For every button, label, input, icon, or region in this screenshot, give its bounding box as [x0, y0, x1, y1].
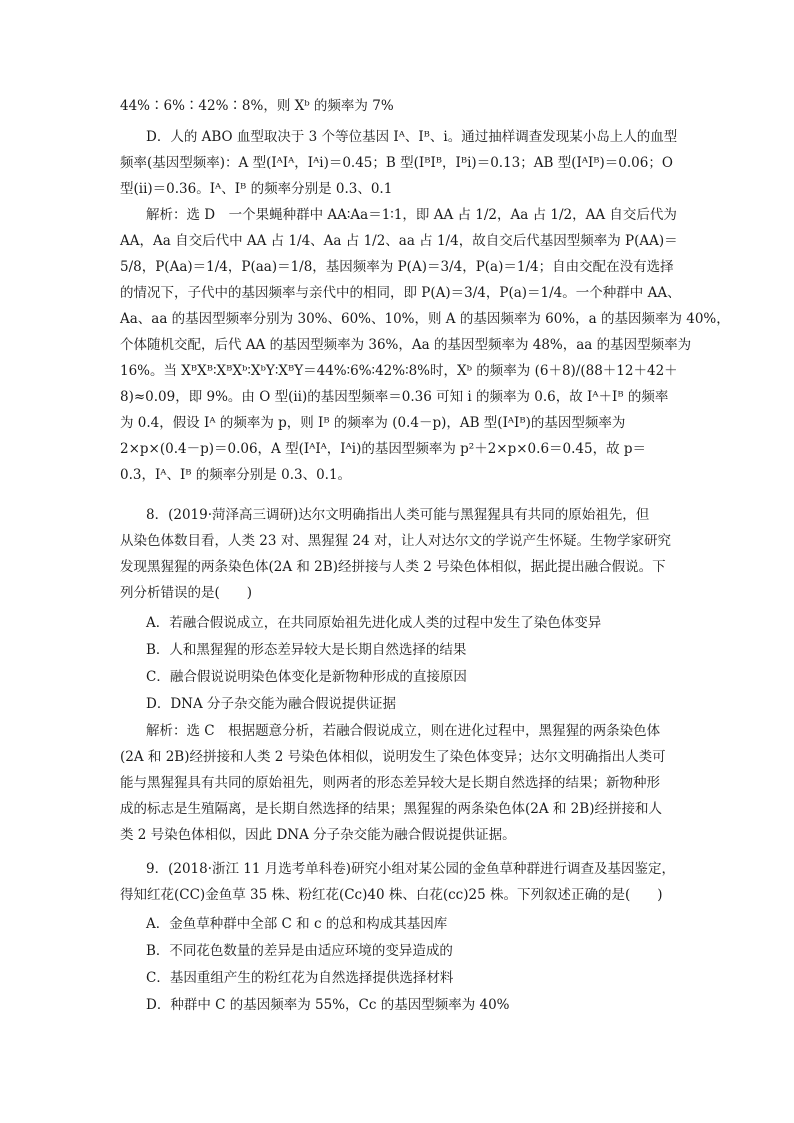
prev-analysis-line: AA，Aa 自交后代中 AA 占 1/4、Aa 占 1/2、aa 占 1/4，故自交后代基因型频率为 P(AA)＝ [120, 233, 678, 249]
prev-analysis-line: 8)≈0.09，即 9%。由 O 型(ii)的基因型频率＝0.36 可知 i 的频率为 0.6，故 Iᴬ＋Iᴮ 的频率 [120, 389, 669, 405]
question-9-stem-line: 得知红花(CC)金鱼草 35 株、粉红花(Cc)40 株、白花(cc)25 株。下列叙述正确的是( ) [120, 887, 663, 903]
prev-analysis-line: Aa、aa 的基因型频率分别为 30%、60%、10%，则 A 的基因频率为 60%，a 的基因频率为 40%， [120, 311, 730, 327]
prev-option-d-line: 频率(基因型频率)：A 型(IᴬIᴬ，Iᴬi)＝0.45；B 型(IᴮIᴮ，Iᴮi)＝0.13；AB 型(IᴬIᴮ)＝0.06；O [120, 155, 673, 171]
question-9-option-c: C．基因重组产生的粉红花为自然选择提供选择材料 [146, 970, 454, 986]
question-8-option-b: B．人和黑猩猩的形态差异较大是长期自然选择的结果 [146, 642, 467, 658]
question-8-option-c: C．融合假说说明染色体变化是新物种形成的直接原因 [146, 669, 467, 685]
question-8-stem-line: 8．(2019·菏泽高三调研)达尔文明确指出人类可能与黑猩猩具有共同的原始祖先，但 [146, 507, 650, 523]
question-8-analysis-line: 解析：选 C 根据题意分析，若融合假说成立，则在进化过程中，黑猩猩的两条染色体 [146, 723, 661, 739]
question-8-analysis-line: 能与黑猩猩具有共同的原始祖先，则两者的形态差异较大是长期自然选择的结果；新物种形 [120, 775, 660, 791]
question-9-stem-line: 9．(2018·浙江 11 月选考单科卷)研究小组对某公园的金鱼草种群进行调查及基因鉴定， [146, 861, 676, 877]
prev-analysis-line: 的情况下，子代中的基因频率与亲代中的相同，即 P(A)＝3/4，P(a)＝1/4。一个种群中 AA、 [120, 285, 681, 301]
question-9-option-b: B．不同花色数量的差异是由适应环境的变异造成的 [146, 943, 453, 959]
prev-question-line: 44%∶6%∶42%∶8%，则 Xᵇ 的频率为 7% [120, 98, 394, 114]
prev-analysis-line: 为 0.4，假设 Iᴬ 的频率为 p，则 Iᴮ 的频率为 (0.4－p)，AB 型(IᴬIᴮ)的基因型频率为 [120, 415, 626, 431]
question-9-option-d: D．种群中 C 的基因频率为 55%，Cc 的基因型频率为 40% [146, 997, 510, 1013]
question-8-stem-line: 发现黑猩猩的两条染色体(2A 和 2B)经拼接与人类 2 号染色体相似，据此提出融合假说。下 [120, 559, 666, 575]
question-9-option-a: A．金鱼草种群中全部 C 和 c 的总和构成其基因库 [146, 916, 448, 932]
prev-analysis-line: 16%。当 XᴮXᴮ∶XᴮXᵇ∶XᵇY∶XᴮY＝44%∶6%∶42%∶8%时，Xᵇ 的频率为 (6＋8)/(88＋12＋42＋ [120, 363, 678, 379]
question-8-stem-line: 从染色体数目看，人类 23 对、黑猩猩 24 对，让人对达尔文的学说产生怀疑。生物学家研究 [120, 533, 672, 549]
prev-analysis-line: 个体随机交配，后代 AA 的基因型频率为 36%，Aa 的基因型频率为 48%，aa 的基因型频率为 [120, 337, 692, 353]
prev-option-d-line: D．人的 ABO 血型取决于 3 个等位基因 Iᴬ、Iᴮ、i。通过抽样调查发现某小岛上人的血型 [146, 129, 678, 145]
question-8-stem-line: 列分析错误的是( ) [120, 585, 253, 601]
question-8-analysis-line: (2A 和 2B)经拼接和人类 2 号染色体相似，说明发生了染色体变异；达尔文明确指出人类可 [120, 749, 666, 765]
prev-analysis-line: 2×p×(0.4－p)＝0.06，A 型(IᴬIᴬ，Iᴬi)的基因型频率为 p²＋2×p×0.6＝0.45，故 p＝ [120, 441, 647, 457]
question-8-option-a: A．若融合假说成立，在共同原始祖先进化成人类的过程中发生了染色体变异 [146, 615, 602, 631]
prev-analysis-line: 解析：选 D 一个果蝇种群中 AA∶Aa＝1∶1，即 AA 占 1/2，Aa 占 1/2，AA 自交后代为 [146, 207, 677, 223]
question-8-analysis-line: 成的标志是生殖隔离，是长期自然选择的结果；黑猩猩的两条染色体(2A 和 2B)经拼接和人 [120, 801, 662, 817]
prev-analysis-line: 0.3，Iᴬ、Iᴮ 的频率分别是 0.3、0.1。 [120, 467, 352, 483]
question-8-analysis-line: 类 2 号染色体相似，因此 DNA 分子杂交能为融合假说提供证据。 [120, 827, 516, 843]
question-8-option-d: D．DNA 分子杂交能为融合假说提供证据 [146, 696, 397, 712]
prev-analysis-line: 5/8，P(Aa)＝1/4，P(aa)＝1/8，基因频率为 P(A)＝3/4，P(a)＝1/4；自由交配在没有选择 [120, 259, 674, 275]
prev-option-d-line: 型(ii)＝0.36。Iᴬ、Iᴮ 的频率分别是 0.3、0.1 [120, 181, 393, 197]
